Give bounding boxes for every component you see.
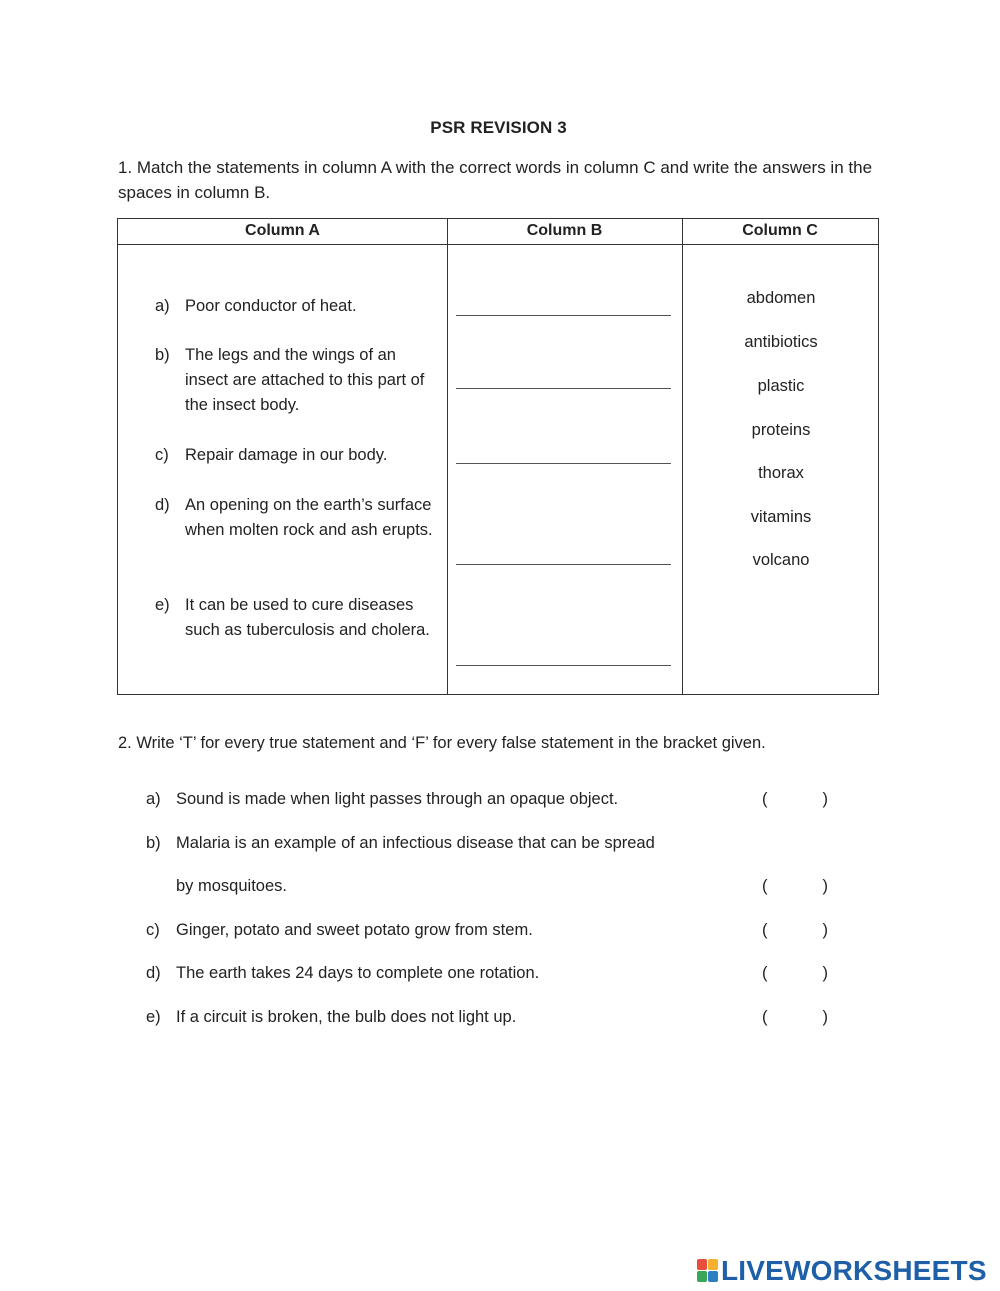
statement-letter: e): [146, 1008, 161, 1026]
header-divider: [118, 244, 878, 245]
statement-letter: a): [146, 790, 161, 808]
statement-letter: d): [146, 964, 161, 982]
column-divider: [447, 219, 448, 694]
statement-text: Ginger, potato and sweet potato grow from stem.: [176, 921, 533, 939]
answer-bracket[interactable]: ( ): [762, 877, 828, 895]
question-2-instruction: 2. Write ‘T’ for every true statement and ‘F’ for every false statement in the bracket given.: [118, 734, 766, 752]
word-option: plastic: [757, 377, 805, 395]
answer-blank-b[interactable]: [456, 388, 671, 389]
statement-text: by mosquitoes.: [176, 877, 287, 895]
column-a-header: Column A: [245, 222, 320, 239]
item-letter: b): [155, 346, 170, 364]
word-option: volcano: [752, 551, 810, 569]
statement-text: Malaria is an example of an infectious disease that can be spread: [176, 834, 655, 852]
tf-statement-b: [146, 834, 846, 858]
answer-bracket[interactable]: ( ): [762, 964, 828, 982]
statement-text: If a circuit is broken, the bulb does not light up.: [176, 1008, 517, 1026]
item-letter: e): [155, 596, 170, 614]
item-text: An opening on the earth’s surface when molten rock and ash erupts.: [185, 496, 433, 539]
word-option: antibiotics: [744, 333, 818, 351]
answer-blank-a[interactable]: [456, 315, 671, 316]
word-option: thorax: [758, 464, 804, 482]
word-option: vitamins: [750, 508, 812, 526]
item-text: It can be used to cure diseases such as tuberculosis and cholera.: [185, 596, 430, 639]
column-b-header: Column B: [526, 222, 603, 239]
answer-blank-d[interactable]: [456, 564, 671, 565]
matching-table: [117, 218, 879, 695]
item-letter: c): [155, 446, 169, 464]
answer-blank-e[interactable]: [456, 665, 671, 666]
logo-text: LIVEWORKSHEETS: [721, 1255, 987, 1286]
statement-letter: b): [146, 834, 161, 852]
item-letter: d): [155, 496, 170, 514]
tf-statement-b-continued: [146, 877, 846, 901]
item-text: Repair damage in our body.: [185, 446, 388, 464]
answer-blank-c[interactable]: [456, 463, 671, 464]
liveworksheets-logo: [697, 1256, 987, 1286]
page-title: PSR REVISION 3: [430, 118, 567, 137]
item-text: The legs and the wings of an insect are attached to this part of the insect body.: [185, 346, 425, 414]
logo-icon: [697, 1259, 719, 1283]
tf-statement-a: [146, 790, 846, 814]
tf-statement-e: [146, 1008, 846, 1032]
question-1-instruction: 1. Match the statements in column A with the correct words in column C and write the answers in the spaces in column B.: [118, 158, 873, 202]
item-letter: a): [155, 297, 170, 315]
answer-bracket[interactable]: ( ): [762, 1008, 828, 1026]
word-option: proteins: [751, 421, 811, 439]
word-option: abdomen: [746, 289, 816, 307]
statement-text: Sound is made when light passes through an opaque object.: [176, 790, 619, 808]
column-c-header: Column C: [742, 222, 818, 239]
tf-statement-d: [146, 964, 846, 988]
item-text: Poor conductor of heat.: [185, 297, 357, 315]
tf-statement-c: [146, 921, 846, 945]
statement-letter: c): [146, 921, 160, 939]
answer-bracket[interactable]: ( ): [762, 790, 828, 808]
statement-text: The earth takes 24 days to complete one rotation.: [176, 964, 540, 982]
answer-bracket[interactable]: ( ): [762, 921, 828, 939]
